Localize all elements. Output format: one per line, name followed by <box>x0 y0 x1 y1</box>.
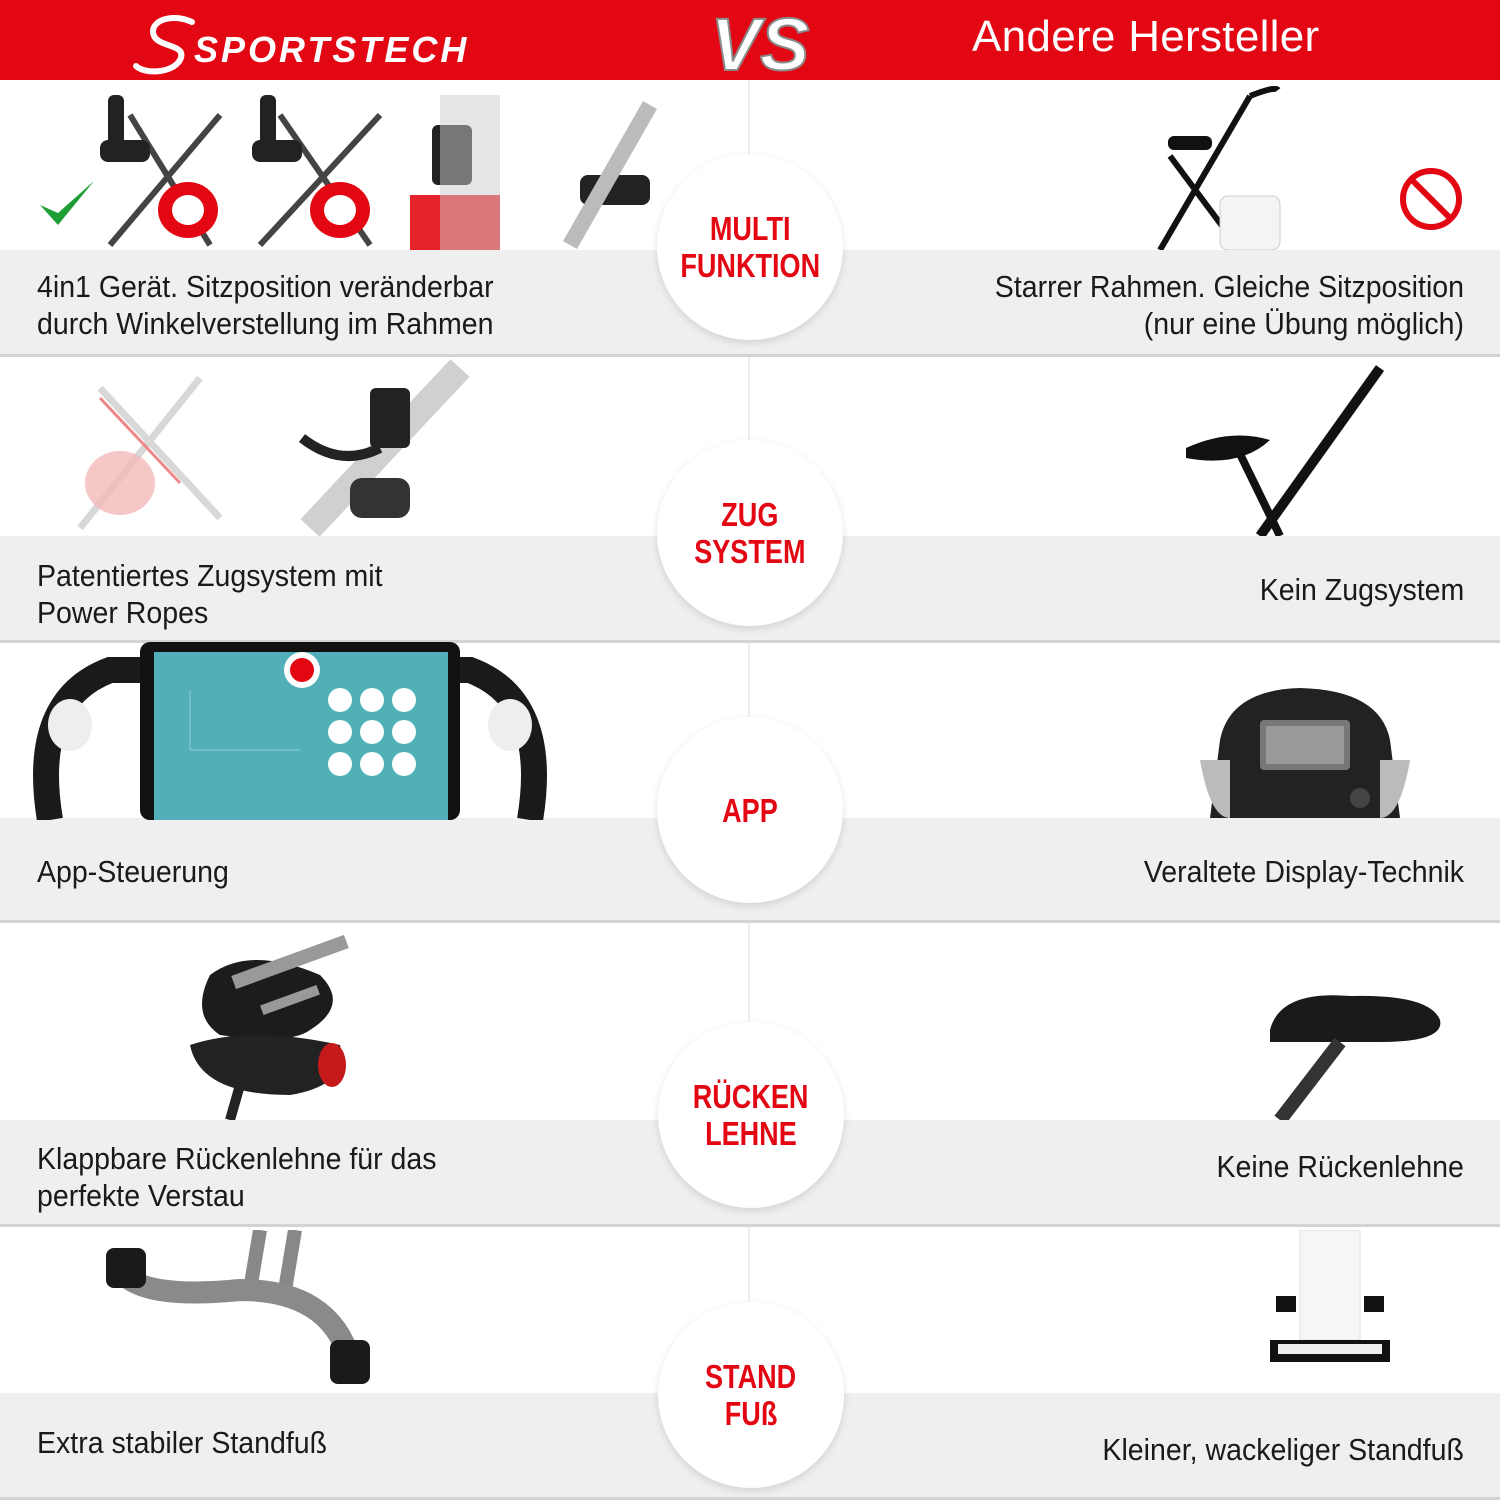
left-line-1: App-Steuerung <box>37 854 229 889</box>
badge-zugsystem <box>657 440 843 626</box>
left-line-2: perfekte Verstau <box>37 1178 245 1213</box>
badge-standfuss <box>658 1302 844 1488</box>
left-line-2: durch Winkelverstellung im Rahmen <box>37 306 494 341</box>
prohibited-icon <box>1398 166 1464 232</box>
competitor-title: Andere Hersteller <box>972 12 1320 61</box>
right-line-1: Kleiner, wackeliger Standfuß <box>1102 1432 1464 1467</box>
badge-line-1: MULTI <box>709 210 791 247</box>
competitor-stand-image <box>1270 1230 1390 1364</box>
right-text-standfuss <box>1103 1431 1464 1468</box>
competitor-bike-image <box>1150 86 1290 250</box>
header-bar <box>0 0 1500 80</box>
right-line-2: (nur eine Übung möglich) <box>1143 306 1464 341</box>
left-line-2: Power Ropes <box>37 595 209 630</box>
pull-system-image <box>40 358 480 536</box>
badge-rueckenlehne <box>658 1022 844 1208</box>
left-line-1: Patentiertes Zugsystem mit <box>37 558 383 593</box>
competitor-seat-image <box>1260 990 1450 1120</box>
right-text-app <box>1144 853 1464 890</box>
vs-text: VS <box>710 4 810 80</box>
left-text-zugsystem <box>37 557 383 631</box>
right-line-1: Kein Zugsystem <box>1259 572 1464 607</box>
left-line-1: 4in1 Gerät. Sitzposition veränderbar <box>37 269 494 304</box>
left-text-app <box>37 853 229 890</box>
brand-text: SPORTSTECH <box>194 29 470 70</box>
right-line-1: Veraltete Display-Technik <box>1143 854 1464 889</box>
badge-line-1: ZUG <box>721 496 779 533</box>
right-line-1: Starrer Rahmen. Gleiche Sitzposition <box>994 269 1464 304</box>
left-line-1: Klappbare Rückenlehne für das <box>37 1141 437 1176</box>
left-text-rueckenlehne <box>37 1140 437 1214</box>
badge-line-1: STAND <box>705 1358 797 1395</box>
left-text-multifunktion <box>37 268 494 342</box>
right-text-multifunktion <box>995 268 1464 342</box>
badge-line-2: LEHNE <box>705 1115 797 1152</box>
left-text-standfuss <box>37 1424 327 1461</box>
competitor-display-image <box>1200 680 1420 818</box>
app-tablet-image <box>30 640 550 820</box>
badge-line-2: FUNKTION <box>680 247 820 284</box>
badge-line-2: FUß <box>724 1395 778 1432</box>
badge-app <box>657 717 843 903</box>
badge-line-2: SYSTEM <box>694 533 806 570</box>
right-text-zugsystem <box>1260 571 1464 608</box>
left-line-1: Extra stabiler Standfuß <box>37 1425 328 1460</box>
vs-emblem <box>660 4 860 80</box>
badge-line-1: RÜCKEN <box>693 1078 809 1115</box>
badge-line-1: APP <box>722 791 778 829</box>
backrest-image <box>170 935 380 1120</box>
sportstech-logo <box>130 4 490 76</box>
competitor-frame-image <box>1180 358 1400 536</box>
stand-foot-image <box>100 1230 380 1392</box>
checkmark-icon <box>36 175 98 231</box>
right-text-rueckenlehne <box>1217 1148 1464 1185</box>
sportstech-bike-images <box>20 85 660 250</box>
badge-multifunktion <box>657 154 843 340</box>
right-line-1: Keine Rückenlehne <box>1216 1149 1464 1184</box>
